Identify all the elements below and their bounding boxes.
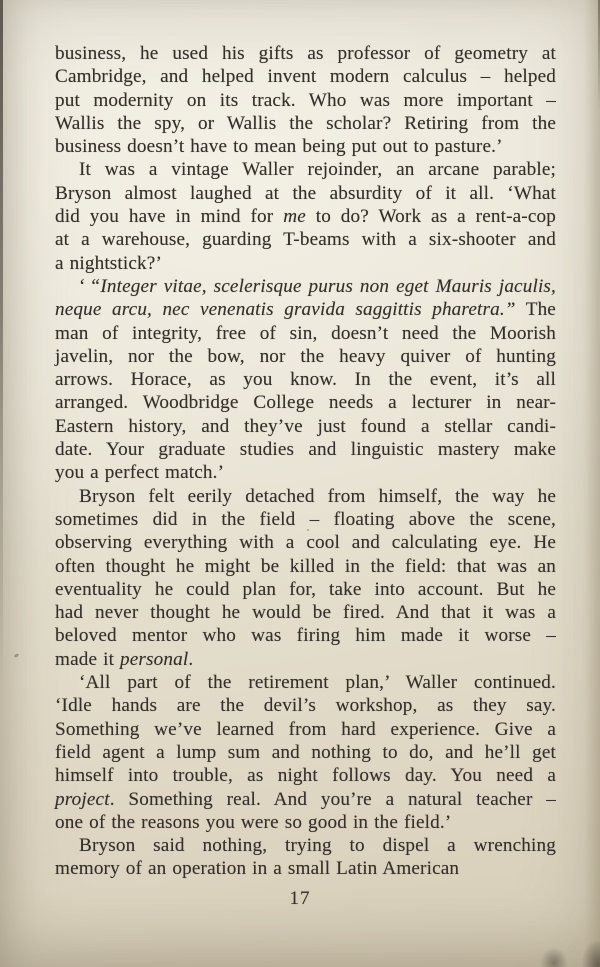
paper-smudge: [582, 941, 600, 967]
page-curl-shadow: [584, 0, 600, 967]
text-line: man of integrity, free of sin, doesn’t need the Moorish: [55, 322, 556, 344]
scan-edge-left: [0, 0, 3, 690]
text-line: observing everything with a cool and calculating eye. He: [55, 532, 556, 554]
text-line: Wallis the spy, or Wallis the scholar? Retiring from the: [55, 112, 556, 134]
text-line: had never thought he would be fired. And that it was a: [55, 602, 556, 624]
text-line: sometimes did in the field – floating above the scene,: [55, 508, 556, 530]
text-line: arranged. Woodbridge College needs a lecturer in near-: [55, 392, 556, 414]
text-block: [55, 42, 556, 881]
text-line: arrows. Horace, as you know. In the event, it’s all: [55, 369, 556, 391]
text-line: you a perfect match.’: [55, 462, 225, 484]
text-line: It was a vintage Waller rejoinder, an arcane parable;: [79, 159, 556, 181]
text-line: himself into trouble, as night follows day. You need a: [55, 765, 556, 787]
text-line: business, he used his gifts as professor of geometry at: [55, 43, 556, 64]
text-line: Cambridge, and helped invent modern calculus – helped: [55, 66, 556, 88]
text-line: Bryson felt eerily detached from himself, the way he: [79, 485, 556, 507]
text-line: project. Something real. And you’re a natural teacher –: [55, 788, 556, 810]
text-line: Eastern history, and they’ve just found a stellar candi-: [55, 415, 556, 437]
text-line: date. Your graduate studies and linguistic mastery make: [55, 439, 556, 461]
text-line: ‘All part of the retirement plan,’ Waller continued.: [79, 672, 556, 694]
text-line: neque arcu, nec venenatis gravida saggittis pharetra.” The: [55, 299, 556, 321]
text-line: one of the reasons you were so good in the field.’: [55, 811, 452, 833]
paper-speck: [307, 529, 309, 531]
text-line: business doesn’t have to mean being put out to pasture.’: [55, 136, 503, 158]
text-line: often thought he might be killed in the field: that was an: [55, 555, 556, 577]
text-line: field agent a lump sum and nothing to do, and he’ll get: [55, 741, 556, 763]
text-line: javelin, nor the bow, nor the heavy quiver of hunting: [55, 345, 556, 367]
paper-smudge: [540, 947, 568, 967]
text-line: Something we’ve learned from hard experience. Give a: [55, 718, 556, 740]
text-line: a nightstick?’: [55, 252, 163, 274]
text-line: did you have in mind for me to do? Work as a rent-a-cop: [55, 206, 556, 228]
text-line: memory of an operation in a small Latin American: [55, 858, 460, 880]
text-line: beloved mentor who was firing him made it worse –: [55, 625, 556, 647]
text-line: eventuality he could plan for, take into account. But he: [55, 578, 556, 600]
text-line: at a warehouse, guarding T-beams with a six-shooter and: [55, 229, 556, 251]
text-line: ‘Idle hands are the devil’s workshop, as they say.: [55, 695, 556, 717]
text-line: ‘ “Integer vitae, scelerisque purus non eget Mauris jaculis,: [79, 275, 556, 297]
text-line: Bryson said nothing, trying to dispel a wrenching: [79, 835, 556, 857]
page-number: 17: [289, 888, 311, 909]
text-line: Bryson almost laughed at the absurdity of it all. ‘What: [55, 182, 556, 204]
paper-speck: [14, 653, 20, 658]
text-line: put modernity on its track. Who was more important –: [55, 89, 556, 111]
text-line: made it personal.: [55, 648, 194, 670]
